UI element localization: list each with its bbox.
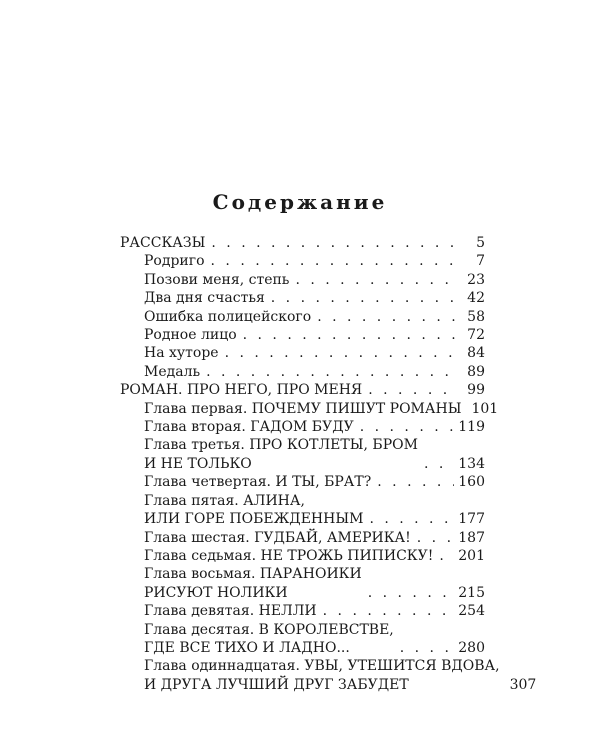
toc-entry-title <box>144 418 354 436</box>
toc-page-number: 101 <box>471 400 499 417</box>
toc-entry-line: Глава четвертая. И ТЫ, БРАТ? <box>144 474 372 491</box>
dot-leader <box>317 308 457 326</box>
toc-page-number: 72 <box>467 327 485 344</box>
toc-page-number: 7 <box>476 253 485 270</box>
toc-section-label: РОМАН. ПРО НЕГО, ПРО МЕНЯ <box>120 382 363 399</box>
toc-page-number: 134 <box>458 455 485 472</box>
toc-story-item[interactable] <box>120 252 485 270</box>
toc-entry-line: Глава восьмая. ПАРАНОИКИ <box>144 566 362 583</box>
toc-chapter-item[interactable] <box>120 621 485 658</box>
dot-leader <box>439 547 454 565</box>
toc-entry-line: Ошибка полицейского <box>144 308 312 325</box>
dot-leader <box>206 363 457 381</box>
dot-leader <box>417 529 454 547</box>
toc-entry-line: Родриго <box>144 253 205 270</box>
toc-story-item[interactable] <box>120 289 485 307</box>
toc-entry-line: Глава пятая. АЛИНА, <box>144 492 305 509</box>
toc-entry-line: На хуторе <box>144 345 219 362</box>
toc-chapter-item[interactable] <box>120 418 485 436</box>
dot-leader <box>243 326 457 344</box>
toc-entry-title <box>144 308 311 326</box>
toc-chapter-item[interactable] <box>120 529 485 547</box>
toc-entry-continuation: ГДЕ ВСЕ ТИХО И ЛАДНО... <box>144 639 350 656</box>
toc-entry-title <box>144 529 411 547</box>
toc-entry-line: Глава десятая. В КОРОЛЕВСТВЕ, <box>144 621 394 638</box>
toc-section-stories[interactable] <box>120 234 485 252</box>
toc-page-number: 160 <box>458 474 485 491</box>
dot-leader <box>295 271 457 289</box>
toc-entry-title <box>144 657 500 694</box>
toc-chapter-item[interactable] <box>120 492 485 529</box>
toc-entry-title <box>144 252 205 270</box>
toc-page-number: 254 <box>458 603 485 620</box>
toc-page-number: 5 <box>476 235 485 251</box>
toc-section-label: РАССКАЗЫ <box>120 235 206 251</box>
toc-entry-title <box>144 436 418 473</box>
toc-chapter-item[interactable] <box>120 565 485 602</box>
toc-page-number: 99 <box>467 382 485 399</box>
toc-page-number: 307 <box>509 676 537 693</box>
toc-page-number: 201 <box>458 547 485 564</box>
toc-story-item[interactable] <box>120 344 485 362</box>
toc-entry-line: Родное лицо <box>144 327 237 344</box>
toc-entry-title <box>144 565 362 602</box>
toc-page-number: 177 <box>458 511 485 528</box>
toc-chapter-item[interactable] <box>120 547 485 565</box>
dot-leader <box>211 234 457 252</box>
toc-story-item[interactable] <box>120 326 485 344</box>
toc-page-number: 42 <box>467 290 485 307</box>
toc-page-number: 280 <box>458 639 485 656</box>
toc-page-number: 119 <box>458 419 485 436</box>
toc-chapter-item[interactable] <box>120 657 537 694</box>
dot-leader <box>368 584 455 602</box>
toc-entry-title <box>144 602 317 620</box>
toc-entry-continuation: И НЕ ТОЛЬКО <box>144 455 252 472</box>
toc-story-item[interactable] <box>120 271 485 289</box>
toc-entry-title <box>144 344 219 362</box>
table-of-contents <box>120 234 537 694</box>
toc-entry-title <box>144 289 265 307</box>
dot-leader <box>377 473 454 491</box>
toc-entry-line: Глава третья. ПРО КОТЛЕТЫ, БРОМ <box>144 437 418 454</box>
toc-section-novel[interactable] <box>120 381 485 399</box>
toc-page-number: 215 <box>458 584 485 601</box>
toc-entry-title <box>144 400 461 418</box>
dot-leader <box>424 455 454 473</box>
dot-leader <box>211 252 457 270</box>
toc-entry-continuation: РИСУЮТ НОЛИКИ <box>144 584 288 601</box>
dot-leader <box>369 510 454 528</box>
dot-leader <box>400 639 455 657</box>
toc-entry-line: Медаль <box>144 363 201 380</box>
toc-entry-continuation: ИЛИ ГОРЕ ПОБЕЖДЕННЫМ <box>144 511 364 528</box>
toc-entry-line: Глава вторая. ГАДОМ БУДУ <box>144 419 354 436</box>
toc-entry-line: Глава шестая. ГУДБАЙ, АМЕРИКА! <box>144 529 411 546</box>
toc-page-number: 58 <box>467 308 485 325</box>
toc-page-number: 84 <box>467 345 485 362</box>
toc-chapter-item[interactable] <box>120 400 499 418</box>
toc-entry-line: Позови меня, степь <box>144 271 290 288</box>
toc-entry-line: Глава одиннадцатая. УВЫ, УТЕШИТСЯ ВДОВА, <box>144 658 500 675</box>
toc-entry-line: Глава первая. ПОЧЕМУ ПИШУТ РОМАНЫ <box>144 400 462 417</box>
toc-entry-line: Глава девятая. НЕЛЛИ <box>144 603 317 620</box>
dot-leader <box>368 381 457 399</box>
toc-entry-continuation: И ДРУГА ЛУЧШИЙ ДРУГ ЗАБУДЕТ <box>144 676 409 693</box>
dot-leader <box>323 602 455 620</box>
toc-entry-line: Глава седьмая. НЕ ТРОЖЬ ПИПИСКУ! <box>144 547 434 564</box>
toc-entry-title <box>144 547 433 565</box>
toc-entry-title <box>144 271 289 289</box>
dot-leader <box>225 344 457 362</box>
toc-chapter-item[interactable] <box>120 436 485 473</box>
toc-entry-line: Два дня счастья <box>144 290 265 307</box>
toc-entry-title <box>144 363 200 381</box>
toc-page-number: 23 <box>467 271 485 288</box>
toc-story-item[interactable] <box>120 308 485 326</box>
toc-chapter-item[interactable] <box>120 473 485 491</box>
toc-page-number: 187 <box>458 529 485 546</box>
toc-entry-title <box>144 326 237 344</box>
toc-entry-title <box>144 473 371 491</box>
toc-entry-title <box>144 621 394 658</box>
toc-story-item[interactable] <box>120 363 485 381</box>
toc-chapter-item[interactable] <box>120 602 485 620</box>
dot-leader <box>360 418 455 436</box>
page-title: Содержание <box>212 190 388 214</box>
toc-page-number: 89 <box>467 363 485 380</box>
dot-leader <box>271 289 457 307</box>
toc-entry-title <box>144 492 363 529</box>
